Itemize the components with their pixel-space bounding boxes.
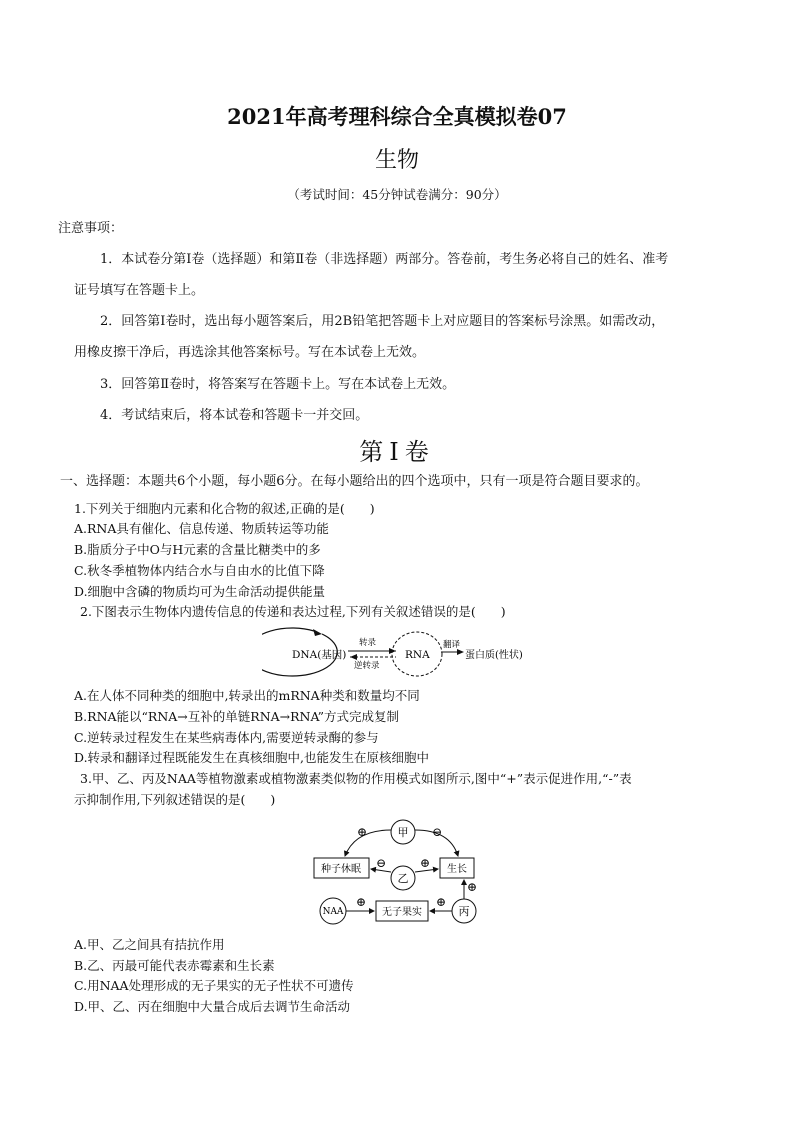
notice-heading: 注意事项：	[58, 221, 124, 236]
q1-option-b: B.脂质分子中O与H元素的含量比糖类中的多	[74, 542, 321, 557]
notice-item-2-line1: 2．回答第Ⅰ卷时，选出每小题答案后，用2B铅笔把答题卡上对应题目的答案标号涂黑。如需改动，	[100, 314, 665, 329]
plus-sign: ⊕	[355, 895, 367, 909]
notice-item-3: 3．回答第Ⅱ卷时，将答案写在答题卡上。写在本试卷上无效。	[100, 377, 456, 392]
notice-item-4: 4．考试结束后，将本试卷和答题卡一并交回。	[100, 408, 369, 423]
q1-option-c: C.秋冬季植物体内结合水与自由水的比值下降	[74, 563, 325, 578]
svg-text:生长: 生长	[447, 864, 467, 875]
protein-label: 蛋白质(性状)	[465, 650, 523, 661]
notice-item-1-line1: 1．本试卷分第Ⅰ卷（选择题）和第Ⅱ卷（非选择题）两部分。答卷前，考生务必将自己的姓名、准考	[100, 252, 669, 267]
q3-stem-line1: 3.甲、乙、丙及NAA等植物激素或植物激素类似物的作用模式如图所示,图中“+”表示促进作用,“-”表	[80, 771, 632, 786]
dna-loop-arrowhead	[313, 629, 322, 636]
q1-option-d: D.细胞中含磷的物质均可为生命活动提供能量	[74, 584, 326, 599]
q3-option-b: B.乙、丙最可能代表赤霉素和生长素	[74, 958, 275, 973]
q3-option-c: C.用NAA处理形成的无子果实的无子性状不可遗传	[74, 978, 354, 993]
q2-option-a: A.在人体不同种类的细胞中,转录出的mRNA种类和数量均不同	[74, 688, 420, 703]
svg-text:乙: 乙	[397, 872, 409, 885]
translation-label: 翻译	[443, 640, 461, 650]
q3-option-a: A.甲、乙之间具有拮抗作用	[74, 937, 225, 952]
q2-genetic-info-diagram	[262, 626, 537, 682]
svg-text:种子休眠: 种子休眠	[321, 864, 361, 875]
notice-item-2-line2: 用橡皮擦干净后，再选涂其他答案标号。写在本试卷上无效。	[74, 345, 426, 360]
rna-label: RNA	[405, 649, 430, 661]
plus-sign: ⊕	[356, 825, 368, 839]
jia-to-dormancy-arrow	[345, 830, 391, 856]
transcription-label: 转录	[359, 638, 377, 648]
plus-sign: ⊕	[466, 880, 478, 894]
q2-stem: 2.下图表示生物体内遗传信息的传递和表达过程,下列有关叙述错误的是( )	[80, 604, 506, 619]
q1-option-a: A.RNA具有催化、信息传递、物质转运等功能	[74, 521, 329, 536]
dna-label: DNA(基因)	[292, 649, 347, 661]
svg-text:无子果实: 无子果实	[382, 907, 422, 918]
svg-text:NAA: NAA	[322, 907, 344, 917]
minus-sign: ⊖	[375, 856, 387, 870]
subject-title: 生物	[374, 148, 419, 173]
q3-hormone-diagram	[310, 816, 490, 928]
q3-stem-line2: 示抑制作用,下列叙述错误的是( )	[74, 792, 276, 807]
section-title: 第Ⅰ卷	[359, 438, 435, 466]
svg-text:丙: 丙	[458, 905, 470, 918]
q1-stem: 1.下列关于细胞内元素和化合物的叙述,正确的是( )	[74, 501, 375, 516]
plus-sign: ⊕	[435, 895, 447, 909]
q2-option-b: B.RNA能以“RNA→互补的单链RNA→RNA”方式完成复制	[74, 709, 400, 724]
q2-option-c: C.逆转录过程发生在某些病毒体内,需要逆转录酶的参与	[74, 730, 379, 745]
q3-option-d: D.甲、乙、丙在细胞中大量合成后去调节生命活动	[74, 999, 351, 1014]
q2-option-d: D.转录和翻译过程既能发生在真核细胞中,也能发生在原核细胞中	[74, 750, 430, 765]
exam-meta: （考试时间：45分钟试卷满分：90分）	[287, 187, 507, 202]
plus-sign: ⊕	[419, 856, 431, 870]
page-title: 2021年高考理科综合全真模拟卷07	[227, 104, 567, 129]
notice-item-1-line2: 证号填写在答题卡上。	[74, 283, 205, 298]
reverse-transcription-label: 逆转录	[354, 661, 380, 671]
section-instruction: 一、选择题：本题共6个小题，每小题6分。在每小题给出的四个选项中，只有一项是符合题目要求的。	[60, 474, 649, 489]
svg-text:甲: 甲	[397, 826, 409, 839]
minus-sign: ⊖	[431, 825, 443, 839]
